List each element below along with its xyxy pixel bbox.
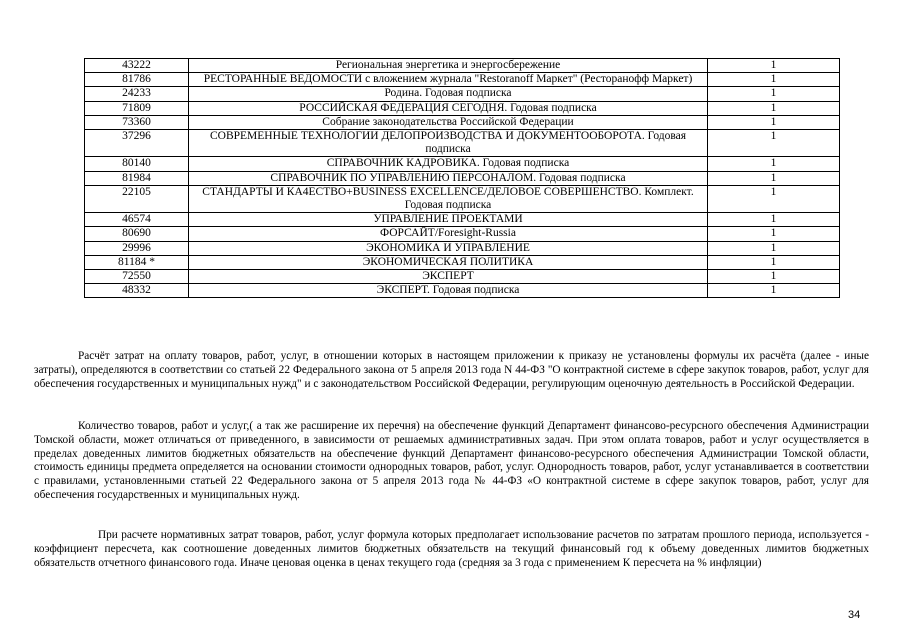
table-row bbox=[85, 87, 840, 101]
row-title: ЭКСПЕРТ bbox=[189, 270, 708, 284]
table-row bbox=[85, 255, 840, 269]
row-title: РОССИЙСКАЯ ФЕДЕРАЦИЯ СЕГОДНЯ. Годовая подписка bbox=[189, 101, 708, 115]
subscriptions-table bbox=[84, 58, 840, 298]
row-code: 81984 bbox=[85, 171, 189, 185]
row-quantity: 1 bbox=[708, 157, 840, 171]
row-title: УПРАВЛЕНИЕ ПРОЕКТАМИ bbox=[189, 213, 708, 227]
table-row bbox=[85, 130, 840, 157]
row-quantity: 1 bbox=[708, 270, 840, 284]
row-title: Региональная энергетика и энергосбережение bbox=[189, 59, 708, 73]
paragraph-quantity: Количество товаров, работ и услуг,( а так же расширение их перечня) на обеспечение функций Департамент финансово-ресурсного обеспечения Администрации Томской области, может отличаться от приведенного, в зависимости от решаемых административных задач. При этом оплата товаров, работ и услуг осуществляется в пределах доведенных лимитов бюджетных обязательств на обеспечение функций Департамент финансово-ресурсного обеспечения Администрации Томской области, стоимость единицы предмета определяется на основании стоимости однородных товаров, работ, услуг. Однородность товаров, работ, услуг устанавливается в соответствии с правилами, установленными статьей 22 Федерального закона от 5 апреля 2013 года № 44-ФЗ «О контрактной системе в сфере закупок товаров, работ, услуг для обеспечения государственных и муниципальных нужд. bbox=[34, 420, 869, 501]
row-quantity: 1 bbox=[708, 227, 840, 241]
paragraph-other-costs: Расчёт затрат на оплату товаров, работ, услуг, в отношении которых в настоящем приложении к приказу не установлены формулы их расчёта (далее - иные затраты), определяются в соответствии со статьей 22 Федерального закона от 5 апреля 2013 года N 44-ФЗ "О контрактной системе в сфере закупок товаров, работ, услуг для обеспечения государственных и муниципальных нужд" и с законодательством Российской Федерации, регулирующим оценочную деятельность в Российской Федерации. bbox=[34, 350, 869, 390]
table-row bbox=[85, 73, 840, 87]
row-quantity: 1 bbox=[708, 59, 840, 73]
row-code: 37296 bbox=[85, 130, 189, 157]
table-row bbox=[85, 241, 840, 255]
row-quantity: 1 bbox=[708, 171, 840, 185]
table-row bbox=[85, 171, 840, 185]
row-quantity: 1 bbox=[708, 87, 840, 101]
row-title: Собрание законодательства Российской Федерации bbox=[189, 115, 708, 129]
table-row bbox=[85, 284, 840, 298]
row-title: СПРАВОЧНИК КАДРОВИКА. Годовая подписка bbox=[189, 157, 708, 171]
row-quantity: 1 bbox=[708, 185, 840, 212]
row-quantity: 1 bbox=[708, 101, 840, 115]
row-quantity: 1 bbox=[708, 73, 840, 87]
row-code: 48332 bbox=[85, 284, 189, 298]
row-title: ФОРСАЙТ/Foresight-Russia bbox=[189, 227, 708, 241]
row-code: 81184 * bbox=[85, 255, 189, 269]
row-code: 72550 bbox=[85, 270, 189, 284]
page-number: 34 bbox=[848, 609, 861, 621]
row-code: 73360 bbox=[85, 115, 189, 129]
table-row bbox=[85, 270, 840, 284]
row-code: 81786 bbox=[85, 73, 189, 87]
row-title: ЭКОНОМИЧЕСКАЯ ПОЛИТИКА bbox=[189, 255, 708, 269]
row-quantity: 1 bbox=[708, 241, 840, 255]
row-quantity: 1 bbox=[708, 255, 840, 269]
paragraph-recalculation: При расчете нормативных затрат товаров, работ, услуг формула которых предполагает использование расчетов по затратам прошлого периода, используется - коэффициент пересчета, как соотношение доведенных лимитов бюджетных обязательств на текущий финансовый год к объему доведенных лимитов бюджетных обязательств отчетного финансового года. Иначе ценовая оценка в ценах текущего года (средняя за 3 года с применением К пересчета на % инфляции) bbox=[34, 529, 869, 569]
subscriptions-table-body bbox=[85, 59, 840, 298]
row-code: 71809 bbox=[85, 101, 189, 115]
row-title: СОВРЕМЕННЫЕ ТЕХНОЛОГИИ ДЕЛОПРОИЗВОДСТВА И ДОКУМЕНТООБОРОТА. Годовая подписка bbox=[189, 130, 708, 157]
row-quantity: 1 bbox=[708, 284, 840, 298]
row-code: 80690 bbox=[85, 227, 189, 241]
row-quantity: 1 bbox=[708, 213, 840, 227]
table-row bbox=[85, 59, 840, 73]
row-code: 80140 bbox=[85, 157, 189, 171]
table-row bbox=[85, 227, 840, 241]
row-code: 22105 bbox=[85, 185, 189, 212]
table-row bbox=[85, 101, 840, 115]
row-title: Родина. Годовая подписка bbox=[189, 87, 708, 101]
row-code: 24233 bbox=[85, 87, 189, 101]
row-title: СПРАВОЧНИК ПО УПРАВЛЕНИЮ ПЕРСОНАЛОМ. Годовая подписка bbox=[189, 171, 708, 185]
row-quantity: 1 bbox=[708, 130, 840, 157]
row-quantity: 1 bbox=[708, 115, 840, 129]
row-title: ЭКОНОМИКА И УПРАВЛЕНИЕ bbox=[189, 241, 708, 255]
table-row bbox=[85, 157, 840, 171]
row-code: 29996 bbox=[85, 241, 189, 255]
row-title: ЭКСПЕРТ. Годовая подписка bbox=[189, 284, 708, 298]
table-row bbox=[85, 213, 840, 227]
row-code: 46574 bbox=[85, 213, 189, 227]
row-code: 43222 bbox=[85, 59, 189, 73]
table-row bbox=[85, 115, 840, 129]
table-row bbox=[85, 185, 840, 212]
row-title: СТАНДАРТЫ И КА4ЕСТВО+BUSINESS EXCELLENCE/ДЕЛОВОЕ СОВЕРШЕНСТВО. Комплект. Годовая подписка bbox=[189, 185, 708, 212]
row-title: РЕСТОРАННЫЕ ВЕДОМОСТИ с вложением журнала "Restoranoff Маркет" (Ресторанофф Маркет) bbox=[189, 73, 708, 87]
